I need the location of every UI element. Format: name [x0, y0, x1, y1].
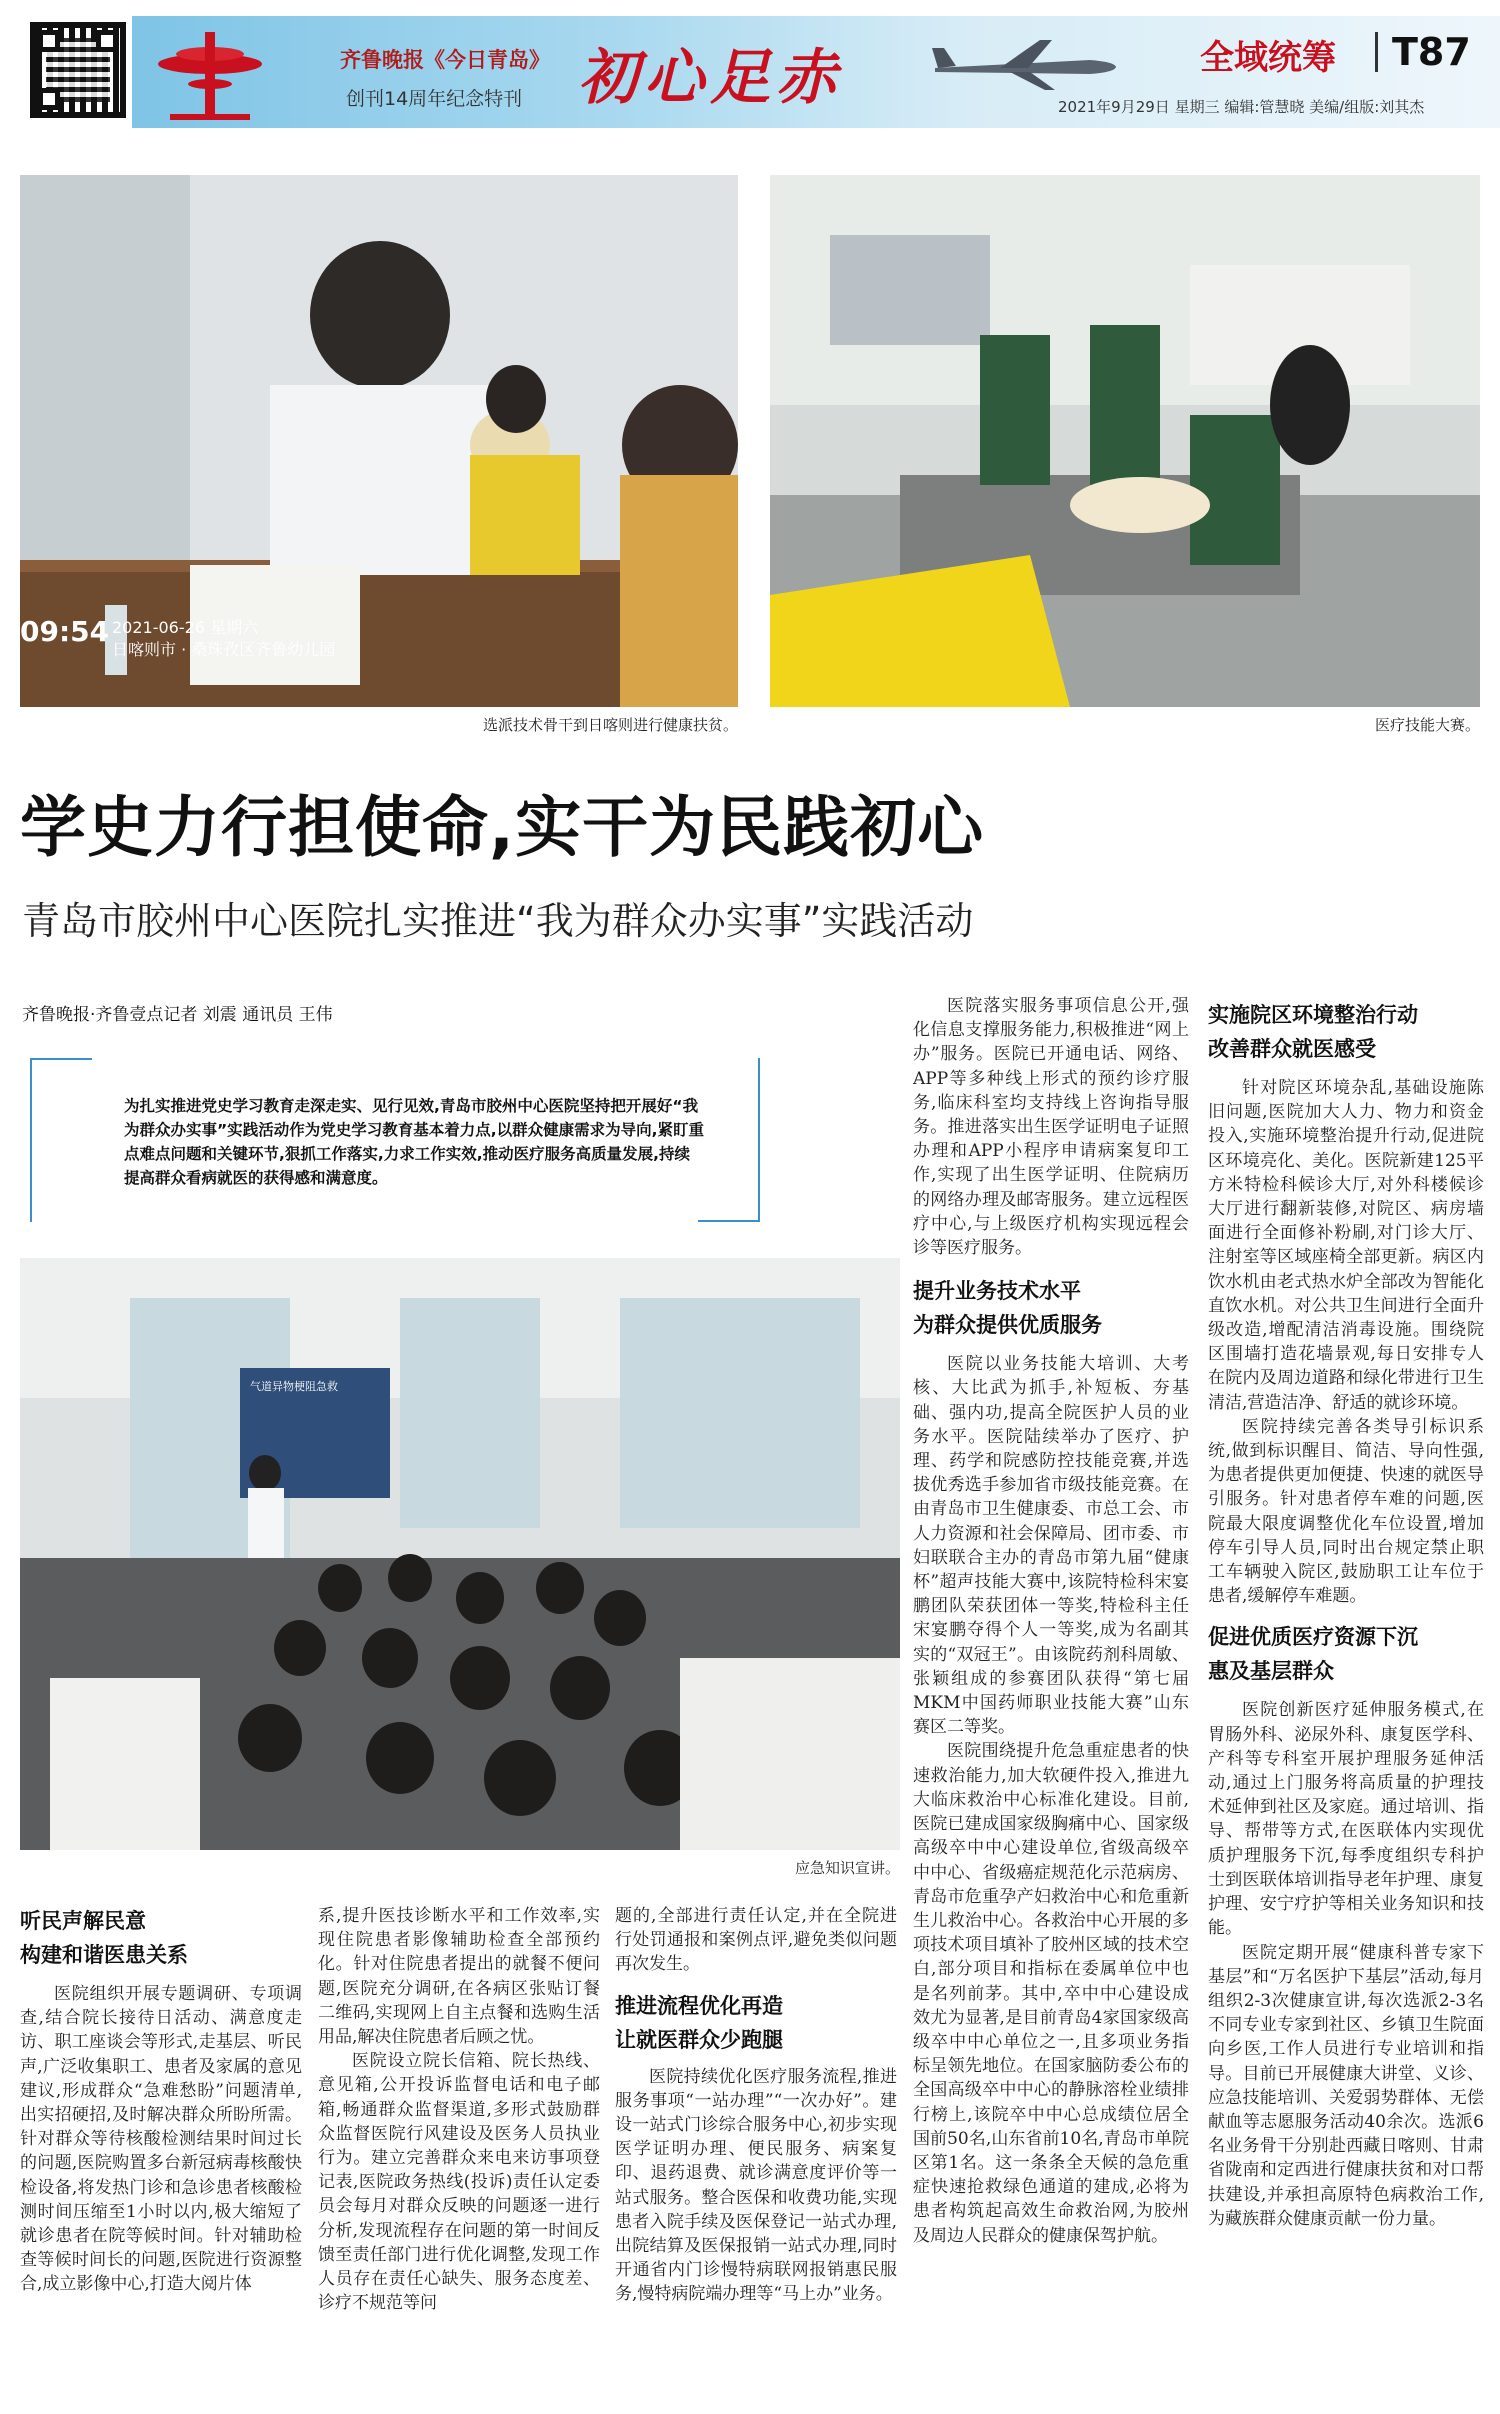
- paragraph-b12: 医院定期开展“健康科普专家下基层”和“万名医护下基层”活动,每月组织2-3次健康宣讲,每次选派2-3名不同专业专家到社区、乡镇卫生院面向乡医,工作人员进行专业培训和指导。目前已开展健康大讲堂、义诊、应急技能培训、关爱弱势群体、无偿献血等志愿服务活动40余次。选派6名业务骨干分别赴西藏日喀则、甘肃省陇南和定西进行健康扶贫和对口帮扶建设,并承担高原特色病救治工作,为藏族群众健康贡献一份力量。: [1208, 1942, 1484, 2229]
- section-2-title-2: 让就医群众少跑腿: [615, 2027, 783, 2052]
- paragraph-b4: 题的,全部进行责任认定,并在全院进行处罚通报和案例点评,避免类似问题再次发生。: [615, 1906, 897, 1975]
- photo-skills-contest: [770, 175, 1480, 707]
- section-3-title-1: 提升业务技术水平: [913, 1279, 1081, 1304]
- headline: 学史力行担使命,实干为民践初心: [20, 789, 985, 866]
- photo-emergency-lecture: [20, 1258, 900, 1850]
- brand-title: 齐鲁晚报《今日青岛》: [340, 48, 550, 72]
- column-1: [20, 1904, 302, 2297]
- paragraph-b3: 医院设立院长信箱、院长热线、意见箱,公开投诉监督电话和电子邮箱,畅通群众监督渠道,多形式鼓励群众监督医院行风建设及医务人员执业行为。建立完善群众来电来访事项登记表,医院政务热线(投诉)责任认定委员会每月对群众反映的问题逐一进行分析,发现流程存在问题的第一时间反馈至责任部门进行优化调整,发现工作人员存在责任心缺失、服务态度差、诊疗不规范等问: [318, 2051, 600, 2314]
- photo-healthcare-aid: [20, 175, 738, 707]
- byline: 齐鲁晚报·齐鲁壹点记者 刘震 通讯员 王伟: [22, 1005, 333, 1025]
- paragraph-b6: 医院落实服务事项信息公开,强化信息支撑服务能力,积极推进“网上办”服务。医院已开通电话、网络、APP等多种线上形式的预约诊疗服务,临床科室均支持线上咨询指导服务。推进落实出生医学证明电子证照办理和APP小程序申请病案复印工作,实现了出生医学证明、住院病历的网络办理及邮寄服务。建立远程医疗中心,与上级医疗机构实现远程会诊等医疗服务。: [913, 996, 1189, 1259]
- dateline: 2021年9月29日 星期三 编辑:管慧晓 美编/组版:刘其杰: [1058, 98, 1425, 116]
- airplane-icon: [930, 34, 1120, 94]
- qr-code[interactable]: [30, 22, 126, 118]
- column-3: [615, 1904, 897, 2307]
- section-5-title-2: 惠及基层群众: [1208, 1659, 1334, 1684]
- section-4-title-2: 改善群众就医感受: [1208, 1037, 1376, 1061]
- section-1-title-2: 构建和谐医患关系: [20, 1943, 188, 1967]
- section-2-title-1: 推进流程优化再造: [615, 1993, 783, 2018]
- masthead: [0, 0, 1500, 140]
- photo-caption-right: 医疗技能大赛。: [1374, 716, 1480, 734]
- brand-subtitle: 创刊14周年纪念特刊: [346, 88, 523, 110]
- photo-caption-middle: 应急知识宣讲。: [794, 1859, 900, 1877]
- photo-timestamp: 09:54: [20, 615, 110, 648]
- paragraph-b9: 针对院区环境杂乱,基础设施陈旧问题,医院加大人力、物力和资金投入,实施环境整治提升行动,促进院区环境亮化、美化。医院新建125平方米特检科候诊大厅,对外科楼候诊大厅进行翻新装修,对院区、病房墙面进行全面修补粉刷,对门诊大厅、注射室等区域座椅全部更新。病区内饮水机由老式热水炉全部改为智能化直饮水机。对公共卫生间进行全面升级改造,增配清洁消毒设施。围绕院区围墙打造花墙景观,每日安排专人在院内及周边道路和绿化带进行卫生清洁,营造洁净、舒适的就诊环境。: [1208, 1078, 1484, 1413]
- page-number: T87: [1392, 30, 1471, 74]
- section-title: 全域统筹: [1200, 38, 1336, 78]
- paragraph-b11: 医院创新医疗延伸服务模式,在胃肠外科、泌尿外科、康复医学科、产科等专科室开展护理服务延伸活动,通过上门服务将高质量的护理技术延伸到社区及家庭。通过培训、指导、帮带等方式,在医联体内实现优质护理服务下沉,每季度组织专科护士到医联体培训指导老年护理、康复护理、安宁疗护等相关业务知识和技能。: [1208, 1700, 1484, 1939]
- photo-caption-left: 选派技术骨干到日喀则进行健康扶贫。: [482, 716, 738, 734]
- screen-title: 气道异物梗阻急救: [250, 1380, 338, 1393]
- section-1-title-1: 听民声解民意: [20, 1909, 146, 1933]
- paragraph-b7: 医院以业务技能大培训、大考核、大比武为抓手,补短板、夯基础、强内功,提高全院医护人员的业务水平。医院陆续举办了医疗、护理、药学和院感防控技能竞赛,并选拔优秀选手参加省市级技能竞赛。在由青岛市卫生健康委、市总工会、市人力资源和社会保障局、团市委、市妇联联合主办的青岛市第九届“健康杯”超声技能大赛中,该院特检科宋宴鹏团队荣获团体一等奖,特检科主任宋宴鹏夺得个人一等奖,成为名副其实的“双冠王”。由该院药剂科周敏、张颖组成的参赛团队获得“第七届MKM中国药师职业技能大赛”山东赛区二等奖。: [913, 1354, 1189, 1738]
- section-3-title-2: 为群众提供优质服务: [913, 1313, 1102, 1338]
- masthead-divider: [1375, 32, 1378, 72]
- photo-emergency-lecture-image: [20, 1258, 900, 1850]
- photo-skills-contest-image: [770, 175, 1480, 707]
- lead-box: [30, 1058, 760, 1222]
- section-4-title-1: 实施院区环境整治行动: [1208, 1003, 1418, 1027]
- section-5-title-1: 促进优质医疗资源下沉: [1208, 1625, 1418, 1650]
- paragraph-b1: 医院组织开展专题调研、专项调查,结合院长接待日活动、满意度走访、职工座谈会等形式,走基层、听民声,广泛收集职工、患者及家属的意见建议,形成群众“急难愁盼”问题清单,出实招硬招,及时解决群众所盼所需。针对群众等待核酸检测结果时间过长的问题,医院购置多台新冠病毒核酸快检设备,将发热门诊和急诊患者核酸检测时间压缩至1小时以内,极大缩短了就诊患者在院等候时间。针对辅助检查等候时间长的问题,医院进行资源整合,成立影像中心,打造大阅片体: [20, 1984, 302, 2295]
- photo-location: 日喀则市 · 桑珠孜区齐鲁幼儿园: [112, 640, 336, 659]
- lead-paragraph: 为扎实推进党史学习教育走深走实、见行见效,青岛市胶州中心医院坚持把开展好“我为群众办实事”实践活动作为党史学习教育基本着力点,以群众健康需求为导向,紧盯重点难点问题和关键环节,狠抓工作落实,力求工作实效,推动医疗服务高质量发展,持续提高群众看病就医的获得感和满意度。: [124, 1097, 704, 1187]
- photo-date: 2021-06-26 星期六: [112, 618, 259, 637]
- calligraphy-title: 初心足赤: [578, 43, 842, 113]
- column-5: [1208, 998, 1484, 2231]
- column-2: [318, 1904, 600, 2315]
- paragraph-b2: 系,提升医技诊断水平和工作效率,实现住院患者影像辅助检查全部预约化。针对住院患者提出的就餐不便问题,医院充分调研,在各病区张贴订餐二维码,实现网上自主点餐和选购生活用品,解决住院患者后顾之忧。: [318, 1906, 600, 2048]
- paragraph-b5: 医院持续优化医疗服务流程,推进服务事项“一站办理”“一次办好”。建设一站式门诊综合服务中心,初步实现医学证明办理、便民服务、病案复印、退药退费、就诊满意度评价等一站式服务。整合医保和收费功能,实现患者入院手续及医保登记一站式办理,出院结算及医保报销一站式办理,同时开通省内门诊慢特病联网报销惠民服务,慢特病院端办理等“马上办”业务。: [615, 2066, 897, 2305]
- column-4: [913, 994, 1189, 2248]
- paragraph-b10: 医院持续完善各类导引标识系统,做到标识醒目、简洁、导向性强,为患者提供更加便捷、快速的就医导引服务。针对患者停车难的问题,医院最大限度调整优化车位设置,增加停车引导人员,同时出台规定禁止职工车辆驶入院区,鼓励职工让车位于患者,缓解停车难题。: [1208, 1416, 1484, 1607]
- tower-logo-icon: [150, 24, 270, 124]
- subheadline: 青岛市胶州中心医院扎实推进“我为群众办实事”实践活动: [22, 899, 974, 943]
- paragraph-b8: 医院围绕提升危急重症患者的快速救治能力,加大软硬件投入,推进九大临床救治中心标准化建设。目前,医院已建成国家级胸痛中心、国家级高级卒中中心建设单位,省级高级卒中中心、省级癌症规范化示范病房、青岛市危重孕产妇救治中心和危重新生儿救治中心。各救治中心开展的多项技术项目填补了胶州区域的技术空白,部分项目和指标在委属单位中也是名列前茅。其中,卒中中心建设成效尤为显著,是目前青岛4家国家级高级卒中中心单位之一,且多项业务指标呈领先地位。在国家脑防委公布的全国高级卒中中心的静脉溶栓业绩排行榜上,该院卒中中心总成绩位居全国前50名,山东省前10名,青岛市单院区第1名。这一条条全天候的急危重症快速抢救绿色通道的建成,必将为患者构筑起高效生命救治网,为胶州及周边人民群众的健康保驾护航。: [913, 1741, 1189, 2246]
